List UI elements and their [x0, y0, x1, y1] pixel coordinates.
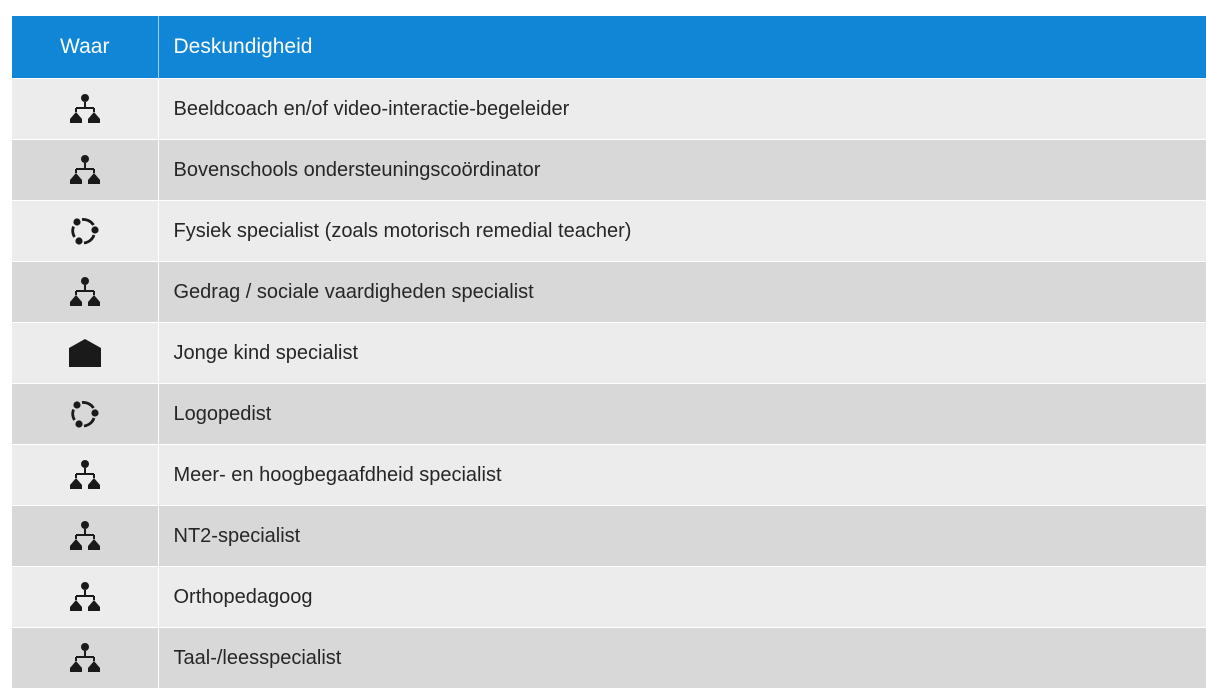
- where-cell: [12, 384, 158, 445]
- where-cell: [12, 201, 158, 262]
- expertise-cell: NT2-specialist: [158, 506, 1206, 567]
- table-row: [12, 262, 1206, 323]
- where-cell: [12, 323, 158, 384]
- expertise-cell: Gedrag / sociale vaardigheden specialist: [158, 262, 1206, 323]
- header-expertise: Deskundigheid: [158, 16, 1206, 79]
- table-row: [12, 323, 1206, 384]
- org-chart-icon: [69, 93, 101, 125]
- table-row: [12, 567, 1206, 628]
- cycle-dots-icon: [69, 215, 101, 247]
- org-chart-icon: [69, 520, 101, 552]
- org-chart-icon: [69, 581, 101, 613]
- where-cell: [12, 567, 158, 628]
- expertise-cell: Bovenschools ondersteuningscoördinator: [158, 140, 1206, 201]
- table-row: [12, 140, 1206, 201]
- org-chart-icon: [69, 642, 101, 674]
- house-icon: [68, 337, 102, 369]
- table-row: [12, 384, 1206, 445]
- table-row: [12, 79, 1206, 140]
- org-chart-icon: [69, 276, 101, 308]
- where-cell: [12, 79, 158, 140]
- org-chart-icon: [69, 459, 101, 491]
- table-row: [12, 445, 1206, 506]
- expertise-cell: Beeldcoach en/of video-interactie-begeleider: [158, 79, 1206, 140]
- table-row: [12, 628, 1206, 688]
- expertise-cell: Orthopedagoog: [158, 567, 1206, 628]
- expertise-table: [12, 16, 1206, 688]
- expertise-cell: Logopedist: [158, 384, 1206, 445]
- where-cell: [12, 140, 158, 201]
- table-header-row: [12, 16, 1206, 79]
- expertise-table-wrapper: [12, 16, 1206, 688]
- table-body: [12, 79, 1206, 688]
- expertise-cell: Taal-/leesspecialist: [158, 628, 1206, 688]
- expertise-cell: Jonge kind specialist: [158, 323, 1206, 384]
- org-chart-icon: [69, 154, 101, 186]
- where-cell: [12, 445, 158, 506]
- expertise-cell: Fysiek specialist (zoals motorisch remedial teacher): [158, 201, 1206, 262]
- table-row: [12, 201, 1206, 262]
- expertise-cell: Meer- en hoogbegaafdheid specialist: [158, 445, 1206, 506]
- cycle-dots-icon: [69, 398, 101, 430]
- header-where: Waar: [12, 16, 158, 79]
- where-cell: [12, 506, 158, 567]
- where-cell: [12, 628, 158, 688]
- where-cell: [12, 262, 158, 323]
- table-row: [12, 506, 1206, 567]
